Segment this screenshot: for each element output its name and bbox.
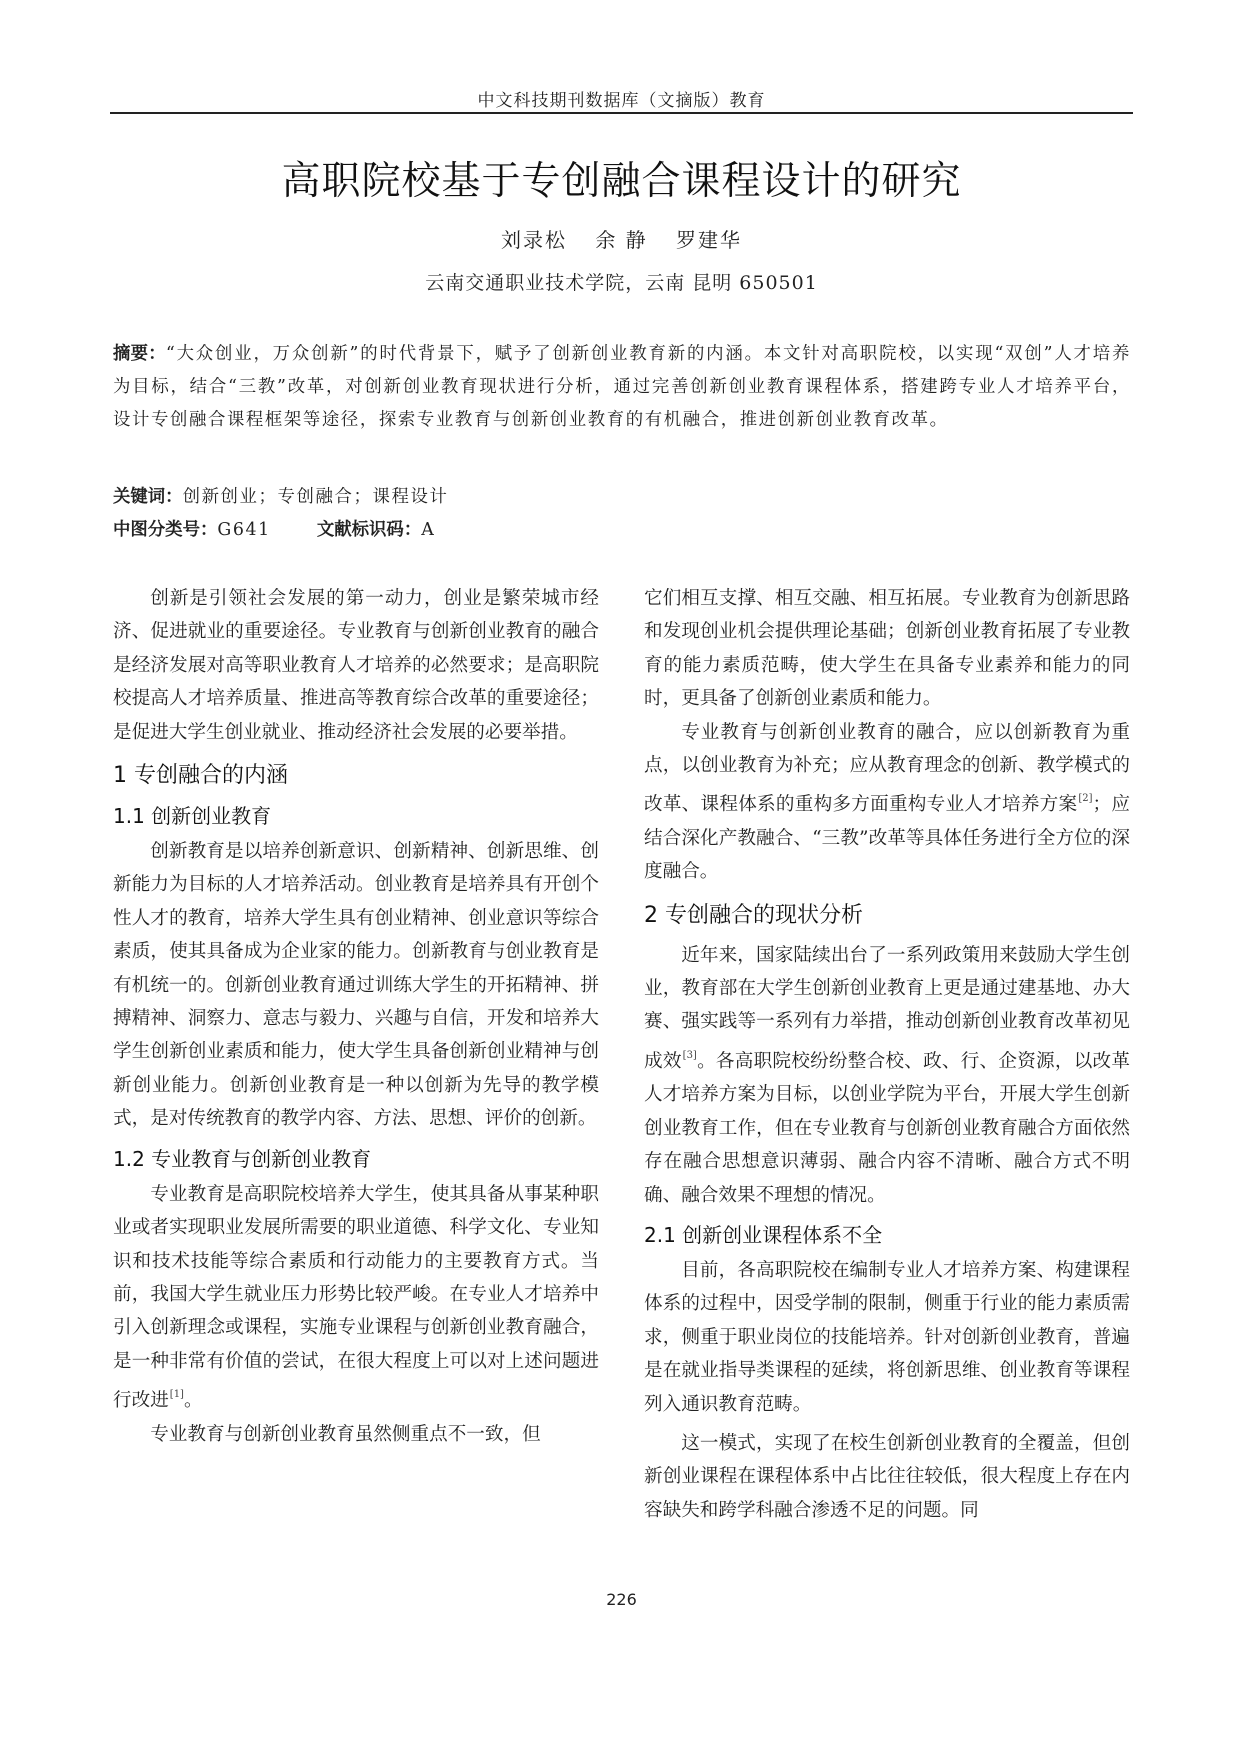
author-list (110, 224, 1133, 253)
section-2-heading: 2 专创融合的现状分析 (644, 902, 863, 928)
section-1-2-paragraph-2: 专业教育与创新创业教育虽然侧重点不一致，但 (150, 1423, 541, 1445)
doc-code-label: 文献标识码： (316, 520, 422, 540)
right-column (644, 582, 1130, 1527)
author-name: 刘录松 (500, 228, 567, 252)
keywords-line (113, 482, 448, 507)
abstract (113, 338, 1131, 437)
section-1-2-paragraph (113, 1178, 599, 1418)
paragraph-text-end: 。 (183, 1390, 203, 1412)
abstract-text: “大众创业，万众创新”的时代背景下，赋予了创新创业教育新的内涵。本文针对高职院校，以实现“双创”人才培养为目标，结合“三教”改革，对创新创业教育现状进行分析，通过完善创新创业教育课程体系，搭建跨专业人才培养平台，设计专创融合课程框架等途径，探索专业教育与创新创业教育的有机融合，推进创新创业教育改革。 (113, 344, 1131, 430)
paragraph-text-end: 。各高职院校纷纷整合校、政、行、企资源，以改革人才培养方案为目标，以创业学院为平台，开展大学生创新创业教育工作，但在专业教育与创新创业教育融合方面依然存在融合思想意识薄弱、融合内容不清晰、融合方式不明确、融合效果不理想的情况。 (644, 1050, 1130, 1206)
article-title: 高职院校基于专创融合课程设计的研究 (281, 159, 962, 204)
clc-label: 中图分类号： (113, 520, 218, 540)
integration-paragraph (644, 716, 1130, 889)
header-rule (110, 112, 1133, 114)
keywords-label: 关键词： (113, 487, 183, 507)
author-name: 罗建华 (676, 228, 743, 252)
page-number: 226 (606, 1590, 637, 1609)
intro-paragraph: 创新是引领社会发展的第一动力，创业是繁荣城市经济、促进就业的重要途径。专业教育与创新创业教育的融合是经济发展对高等职业教育人才培养的必然要求；是高职院校提高人才培养质量、推进高等教育综合改革的重要途径；是促进大学生创业就业、推动经济社会发展的必要举措。 (113, 588, 599, 743)
paragraph-text: 专业教育与创新创业教育的融合，应以创新教育为重点，以创业教育为补充；应从教育理念的创新、教学模式的改革、课程体系的重构多方面重构专业人才培养方案 (644, 721, 1130, 816)
keywords-text: 创新创业；专创融合；课程设计 (182, 487, 449, 507)
citation-1: [1] (169, 1389, 184, 1401)
section-2-1-heading: 2.1 创新创业课程体系不全 (644, 1222, 883, 1247)
clc-value: G641 (217, 520, 271, 540)
section-2-1-paragraph: 目前，各高职院校在编制专业人才培养方案、构建课程体系的过程中，因受学制的限制，侧重于行业的能力素质需求，侧重于职业岗位的技能培养。针对创新创业教育，普遍是在就业指导类课程的延续，将创新思维、创业教育等课程列入通识教育范畴。 (644, 1259, 1130, 1415)
left-column (113, 582, 599, 1451)
classification-line (113, 515, 435, 540)
paragraph-text: 专业教育是高职院校培养大学生，使其具备从事某种职业或者实现职业发展所需要的职业道德、科学文化、专业知识和技术技能等综合素质和行动能力的主要教育方式。当前，我国大学生就业压力形势比较严峻。在专业人才培养中引入创新理念或课程，实施专业课程与创新创业教育融合，是一种非常有价值的尝试，在很大程度上可以对上述问题进行改进 (113, 1183, 599, 1412)
paragraph-text-end: ；应结合深化产教融合、“三教”改革等具体任务进行全方位的深度融合。 (644, 794, 1130, 883)
section-1-2-heading: 1.2 专业教育与创新创业教育 (113, 1146, 372, 1171)
journal-header: 中文科技期刊数据库（文摘版）教育 (477, 91, 766, 111)
section-1-heading: 1 专创融合的内涵 (113, 763, 288, 789)
author-name: 余 静 (595, 228, 648, 252)
paragraph-text: 近年来，国家陆续出台了一系列政策用来鼓励大学生创业，教育部在大学生创新创业教育上更是通过建基地、办大赛、强实践等一系列有力举措，推动创新创业教育改革初见成效 (644, 944, 1130, 1072)
section-1-1-heading: 1.1 创新创业教育 (113, 804, 272, 829)
citation-3: [3] (682, 1049, 697, 1061)
affiliation: 云南交通职业技术学院，云南 昆明 650501 (425, 272, 818, 294)
section-2-paragraph (644, 939, 1130, 1212)
section-2-1-paragraph-2: 这一模式，实现了在校生创新创业教育的全覆盖，但创新创业课程在课程体系中占比往往较低，很大程度上存在内容缺失和跨学科融合渗透不足的问题。同 (644, 1432, 1130, 1521)
continued-paragraph: 它们相互支撑、相互交融、相互拓展。专业教育为创新思路和发现创业机会提供理论基础；创新创业教育拓展了专业教育的能力素质范畴，使大学生在具备专业素养和能力的同时，更具备了创新创业素质和能力。 (644, 588, 1130, 710)
citation-2: [2] (1078, 793, 1093, 805)
doc-code-value: A (421, 520, 436, 540)
abstract-label: 摘要： (113, 344, 166, 364)
section-1-1-paragraph: 创新教育是以培养创新意识、创新精神、创新思维、创新能力为目标的人才培养活动。创业教育是培养具有开创个性人才的教育，培养大学生具有创业精神、创业意识等综合素质，使其具备成为企业家的能力。创新教育与创业教育是有机统一的。创新创业教育通过训练大学生的开拓精神、拼搏精神、洞察力、意志与毅力、兴趣与自信，开发和培养大学生创新创业素质和能力，使大学生具备创新创业精神与创新创业能力。创新创业教育是一种以创新为先导的教学模式，是对传统教育的教学内容、方法、思想、评价的创新。 (113, 841, 599, 1130)
